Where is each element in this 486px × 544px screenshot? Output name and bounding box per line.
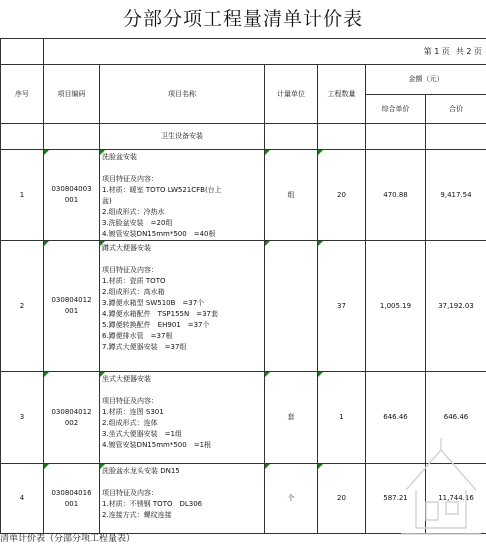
desc-line: 坐式大便器安装 — [102, 374, 262, 385]
desc-line — [102, 254, 262, 265]
row-unit-price: 587.21 — [366, 464, 426, 534]
footer-caption: 清单计价表（分部分项工程量表） — [0, 535, 486, 542]
section-blank — [1, 124, 44, 150]
row-description — [100, 241, 265, 372]
desc-line: 3.蹲便水箱型 SW510B =37个 — [102, 298, 262, 309]
desc-line: 1.材质：瓷质 TOTO — [102, 276, 262, 287]
col-amount-header: 金额（元） — [366, 65, 486, 95]
desc-line: 蹲式大便器安装 — [102, 243, 262, 254]
desc-line: 洗脸盆安装 — [102, 152, 262, 163]
row-unit-price: 470.88 — [366, 150, 426, 241]
desc-line — [102, 385, 262, 396]
row-code-line: 001 — [46, 306, 97, 317]
desc-line: 2.连接方式：螺纹连接 — [102, 510, 262, 521]
col-qty-header: 工程数量 — [318, 65, 366, 124]
section-blank — [366, 124, 426, 150]
row-seq: 4 — [1, 464, 44, 534]
row-total: 9,417.54 — [426, 150, 486, 241]
desc-line: 1.材质：不锈钢 TOTO DL306 — [102, 499, 262, 510]
desc-line: 3.洗脸盆安装 =20组 — [102, 218, 262, 229]
header-row — [1, 65, 486, 95]
desc-line: 项目特征及内容： — [102, 174, 262, 185]
row-code-line: 030804016 — [46, 488, 97, 499]
row-unit — [265, 241, 318, 372]
page-indicator — [418, 46, 482, 57]
row-code — [44, 464, 100, 534]
row-code-line: 001 — [46, 499, 97, 510]
row-seq: 3 — [1, 372, 44, 464]
desc-line: 6.蹲便排水管 =37根 — [102, 331, 262, 342]
desc-line: 洗脸盆水龙头安装 DN15 — [102, 466, 262, 477]
row-unit: 组 — [265, 150, 318, 241]
row-unit: 个 — [265, 464, 318, 534]
desc-line: 项目特征及内容： — [102, 488, 262, 499]
pager-cell — [44, 39, 486, 65]
row-seq: 2 — [1, 241, 44, 372]
bill-of-quantities-table — [0, 38, 486, 534]
desc-line: 3.坐式大便器安装 =1组 — [102, 429, 262, 440]
row-code-line: 002 — [46, 418, 97, 429]
table-row — [1, 372, 486, 464]
col-total-header: 合价 — [426, 95, 486, 124]
desc-line — [102, 477, 262, 488]
row-qty: 20 — [318, 150, 366, 241]
row-code — [44, 241, 100, 372]
row-description — [100, 150, 265, 241]
desc-line: 2.组成形式：连体 — [102, 418, 262, 429]
desc-line: 1.材质：暖室 TOTO LW521CFB(台上 — [102, 185, 262, 196]
row-total: 646.46 — [426, 372, 486, 464]
desc-line: 1.材质：连图 S301 — [102, 407, 262, 418]
blank-top-row — [1, 39, 486, 65]
desc-line: 7.蹲式大便器安装 =37组 — [102, 342, 262, 353]
desc-line: 项目特征及内容： — [102, 265, 262, 276]
col-name-header: 项目名称 — [100, 65, 265, 124]
row-unit: 套 — [265, 372, 318, 464]
row-total: 11,744.16 — [426, 464, 486, 534]
row-qty: 37 — [318, 241, 366, 372]
page-title: 分部分项工程量清单计价表 — [0, 4, 486, 34]
desc-line: 4.蹲便水箱配件 TSP155N =37套 — [102, 309, 262, 320]
section-title: 卫生设备安装 — [100, 124, 265, 150]
row-unit-price: 646.46 — [366, 372, 426, 464]
row-description — [100, 464, 265, 534]
desc-line: 4.镀管安装DN15mm*500 =1根 — [102, 440, 262, 451]
section-blank — [265, 124, 318, 150]
row-total: 37,192.03 — [426, 241, 486, 372]
desc-line — [102, 163, 262, 174]
row-unit-price: 1,005.19 — [366, 241, 426, 372]
row-code — [44, 372, 100, 464]
section-blank — [426, 124, 486, 150]
row-code-line: 001 — [46, 195, 97, 206]
row-code-line: 030804003 — [46, 184, 97, 195]
row-qty: 1 — [318, 372, 366, 464]
col-unit-price-header: 综合单价 — [366, 95, 426, 124]
desc-line: 4.镀管安装DN15mm*500 =40根 — [102, 229, 262, 240]
table-row — [1, 464, 486, 534]
section-blank — [318, 124, 366, 150]
page-total: 共 2 页 — [456, 47, 482, 56]
desc-line: 2.组成形式：冷热水 — [102, 207, 262, 218]
section-blank — [44, 124, 100, 150]
page-number: 第 1 页 — [424, 47, 450, 56]
section-row — [1, 124, 486, 150]
row-seq: 1 — [1, 150, 44, 241]
desc-line: 盆) — [102, 196, 262, 207]
blank-cell — [1, 39, 44, 65]
table-row — [1, 150, 486, 241]
desc-line: 2.组成形式：高水箱 — [102, 287, 262, 298]
col-code-header: 项目编码 — [44, 65, 100, 124]
row-code-line: 030804012 — [46, 407, 97, 418]
row-description — [100, 372, 265, 464]
row-code — [44, 150, 100, 241]
desc-line: 项目特征及内容： — [102, 396, 262, 407]
desc-line: 5.蹲便转换配件 EH901 =37个 — [102, 320, 262, 331]
table-row — [1, 241, 486, 372]
row-code-line: 030804012 — [46, 295, 97, 306]
col-seq-header: 序号 — [1, 65, 44, 124]
col-unit-header: 计量单位 — [265, 65, 318, 124]
row-qty: 20 — [318, 464, 366, 534]
